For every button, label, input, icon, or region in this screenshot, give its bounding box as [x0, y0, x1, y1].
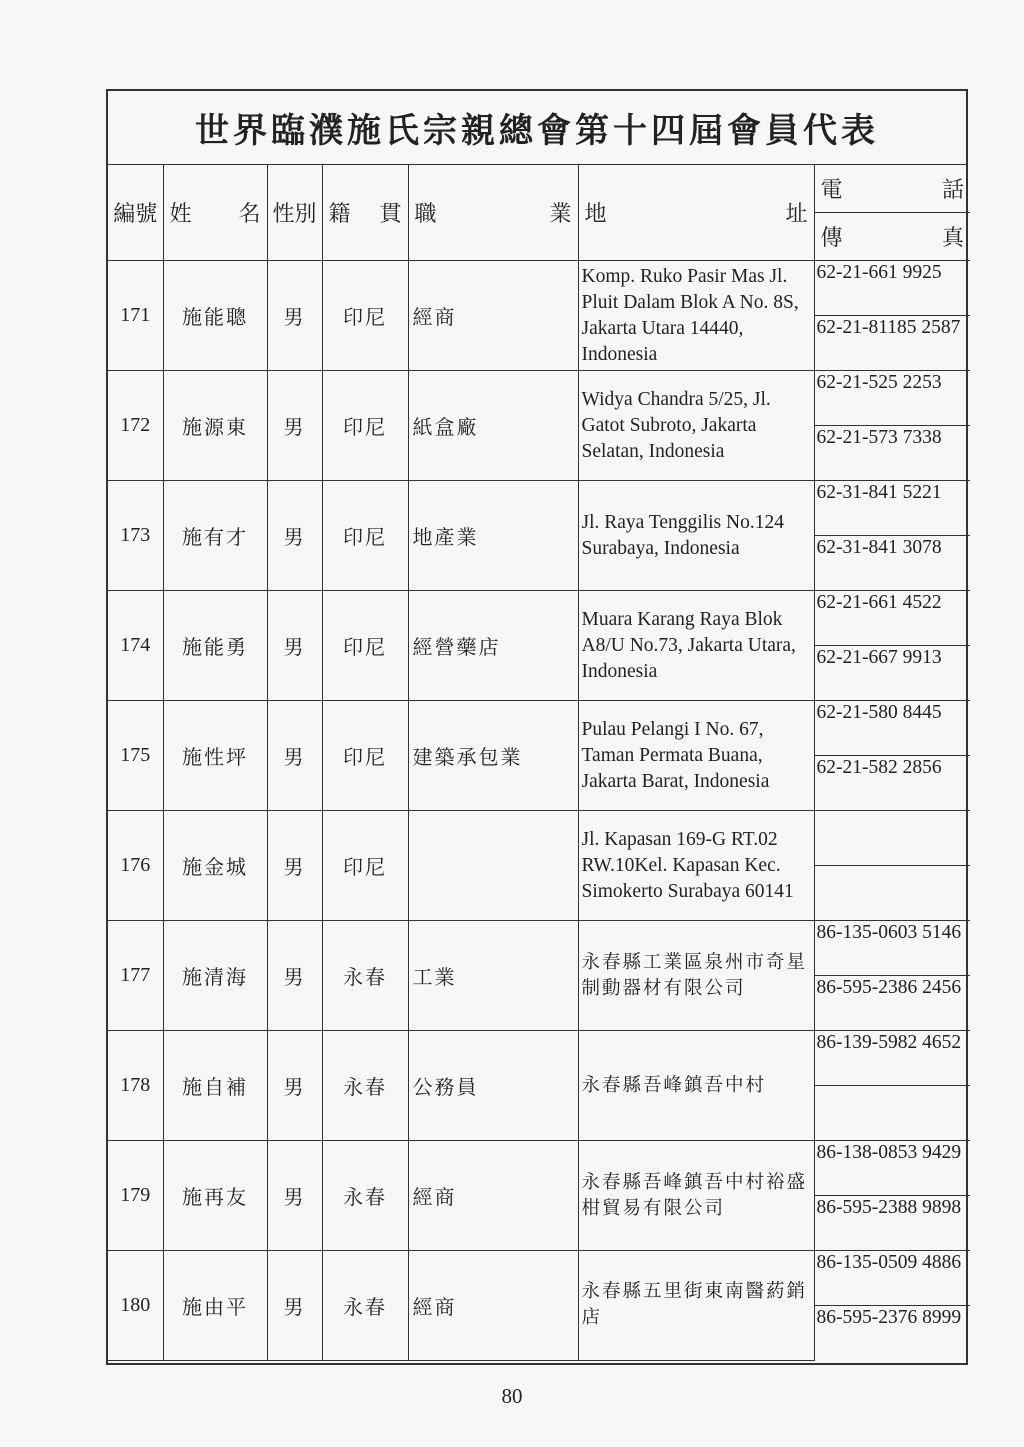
table-row — [108, 921, 970, 976]
header-name — [163, 165, 267, 261]
title-row — [108, 91, 966, 165]
member-address: 永春縣吾峰鎮吾中村裕盛柑貿易有限公司 — [578, 1141, 814, 1251]
member-table — [108, 165, 970, 1361]
member-name: 施能聰 — [163, 261, 267, 371]
member-name: 施清海 — [163, 921, 267, 1031]
member-job: 經商 — [408, 261, 578, 371]
member-phone: 86-139-5982 4652 — [814, 1031, 970, 1086]
member-fax: 62-21-573 7338 — [814, 426, 970, 481]
member-fax: 62-31-841 3078 — [814, 536, 970, 591]
member-gender: 男 — [267, 481, 322, 591]
member-table-sheet — [106, 89, 968, 1365]
member-no: 178 — [108, 1031, 163, 1141]
header-fax-1: 傳 — [820, 226, 843, 251]
header-name-2: 名 — [238, 202, 261, 227]
header-fax — [814, 213, 970, 261]
member-job: 經商 — [408, 1141, 578, 1251]
header-phone — [814, 165, 970, 213]
member-address: Muara Karang Raya Blok A8/U No.73, Jakarta Utara, Indonesia — [578, 591, 814, 701]
member-origin: 永春 — [322, 1251, 408, 1361]
table-row — [108, 701, 970, 756]
member-fax: 86-595-2388 9898 — [814, 1196, 970, 1251]
table-row — [108, 261, 970, 316]
header-fax-2: 真 — [941, 226, 964, 251]
member-origin: 印尼 — [322, 701, 408, 811]
member-fax — [814, 866, 970, 921]
member-origin: 永春 — [322, 921, 408, 1031]
member-phone: 62-21-661 9925 — [814, 261, 970, 316]
header-job — [408, 165, 578, 261]
table-row — [108, 481, 970, 536]
member-address: Pulau Pelangi I No. 67, Taman Permata Buana, Jakarta Barat, Indonesia — [578, 701, 814, 811]
member-phone: 62-31-841 5221 — [814, 481, 970, 536]
member-phone: 86-135-0509 4886 — [814, 1251, 970, 1306]
member-origin: 永春 — [322, 1031, 408, 1141]
header-gender: 性別 — [267, 165, 322, 261]
member-no: 172 — [108, 371, 163, 481]
member-origin: 印尼 — [322, 261, 408, 371]
header-phone-2: 話 — [941, 178, 964, 203]
header-origin-1: 籍 — [328, 202, 351, 227]
table-row — [108, 811, 970, 866]
member-origin: 印尼 — [322, 481, 408, 591]
header-row — [108, 165, 970, 213]
member-address: Jl. Raya Tenggilis No.124 Surabaya, Indonesia — [578, 481, 814, 591]
header-address — [578, 165, 814, 261]
member-name: 施能勇 — [163, 591, 267, 701]
table-row — [108, 1251, 970, 1306]
member-gender: 男 — [267, 701, 322, 811]
member-no: 176 — [108, 811, 163, 921]
member-phone: 62-21-661 4522 — [814, 591, 970, 646]
member-address: Widya Chandra 5/25, Jl. Gatot Subroto, Jakarta Selatan, Indonesia — [578, 371, 814, 481]
member-gender: 男 — [267, 1141, 322, 1251]
member-no: 175 — [108, 701, 163, 811]
member-gender: 男 — [267, 591, 322, 701]
member-address: Komp. Ruko Pasir Mas Jl. Pluit Dalam Blok A No. 8S, Jakarta Utara 14440, Indonesia — [578, 261, 814, 371]
page-number: 80 — [501, 1384, 523, 1408]
header-phone-1: 電 — [820, 178, 843, 203]
member-gender: 男 — [267, 261, 322, 371]
member-no: 174 — [108, 591, 163, 701]
member-phone: 86-138-0853 9429 — [814, 1141, 970, 1196]
member-job: 地產業 — [408, 481, 578, 591]
member-name: 施有才 — [163, 481, 267, 591]
member-fax: 86-595-2376 8999 — [814, 1306, 970, 1361]
member-name: 施性坪 — [163, 701, 267, 811]
member-job: 經營藥店 — [408, 591, 578, 701]
member-phone: 86-135-0603 5146 — [814, 921, 970, 976]
header-origin-2: 貫 — [379, 202, 402, 227]
member-no: 177 — [108, 921, 163, 1031]
member-address: 永春縣工業區泉州市奇星制動器材有限公司 — [578, 921, 814, 1031]
header-addr-1: 地 — [584, 202, 607, 227]
member-job: 紙盒廠 — [408, 371, 578, 481]
member-gender: 男 — [267, 371, 322, 481]
member-no: 179 — [108, 1141, 163, 1251]
member-origin: 印尼 — [322, 371, 408, 481]
member-phone: 62-21-580 8445 — [814, 701, 970, 756]
member-gender: 男 — [267, 1031, 322, 1141]
member-fax: 86-595-2386 2456 — [814, 976, 970, 1031]
member-job: 工業 — [408, 921, 578, 1031]
header-no: 編號 — [108, 165, 163, 261]
member-gender: 男 — [267, 1251, 322, 1361]
header-name-1: 姓 — [169, 202, 192, 227]
member-fax: 62-21-667 9913 — [814, 646, 970, 701]
member-no: 180 — [108, 1251, 163, 1361]
member-name: 施源東 — [163, 371, 267, 481]
header-addr-2: 址 — [785, 202, 808, 227]
member-name: 施自補 — [163, 1031, 267, 1141]
member-origin: 印尼 — [322, 811, 408, 921]
member-gender: 男 — [267, 811, 322, 921]
member-address: 永春縣吾峰鎮吾中村 — [578, 1031, 814, 1141]
header-job-1: 職 — [414, 202, 437, 227]
member-job: 經商 — [408, 1251, 578, 1361]
header-origin — [322, 165, 408, 261]
member-gender: 男 — [267, 921, 322, 1031]
member-name: 施金城 — [163, 811, 267, 921]
member-job: 公務員 — [408, 1031, 578, 1141]
member-no: 171 — [108, 261, 163, 371]
member-name: 施再友 — [163, 1141, 267, 1251]
member-phone — [814, 811, 970, 866]
member-job: 建築承包業 — [408, 701, 578, 811]
member-origin: 永春 — [322, 1141, 408, 1251]
member-fax: 62-21-582 2856 — [814, 756, 970, 811]
table-row — [108, 591, 970, 646]
member-name: 施由平 — [163, 1251, 267, 1361]
member-phone: 62-21-525 2253 — [814, 371, 970, 426]
header-job-2: 業 — [549, 202, 572, 227]
member-fax: 62-21-81185 2587 — [814, 316, 970, 371]
table-row — [108, 1031, 970, 1086]
member-address: 永春縣五里街東南醫葯銷店 — [578, 1251, 814, 1361]
member-job — [408, 811, 578, 921]
member-origin: 印尼 — [322, 591, 408, 701]
page-title: 世界臨濮施氏宗親總會第十四屆會員代表 — [195, 111, 879, 151]
member-no: 173 — [108, 481, 163, 591]
table-row — [108, 371, 970, 426]
member-address: Jl. Kapasan 169-G RT.02 RW.10Kel. Kapasan Kec. Simokerto Surabaya 60141 — [578, 811, 814, 921]
member-fax — [814, 1086, 970, 1141]
table-row — [108, 1141, 970, 1196]
